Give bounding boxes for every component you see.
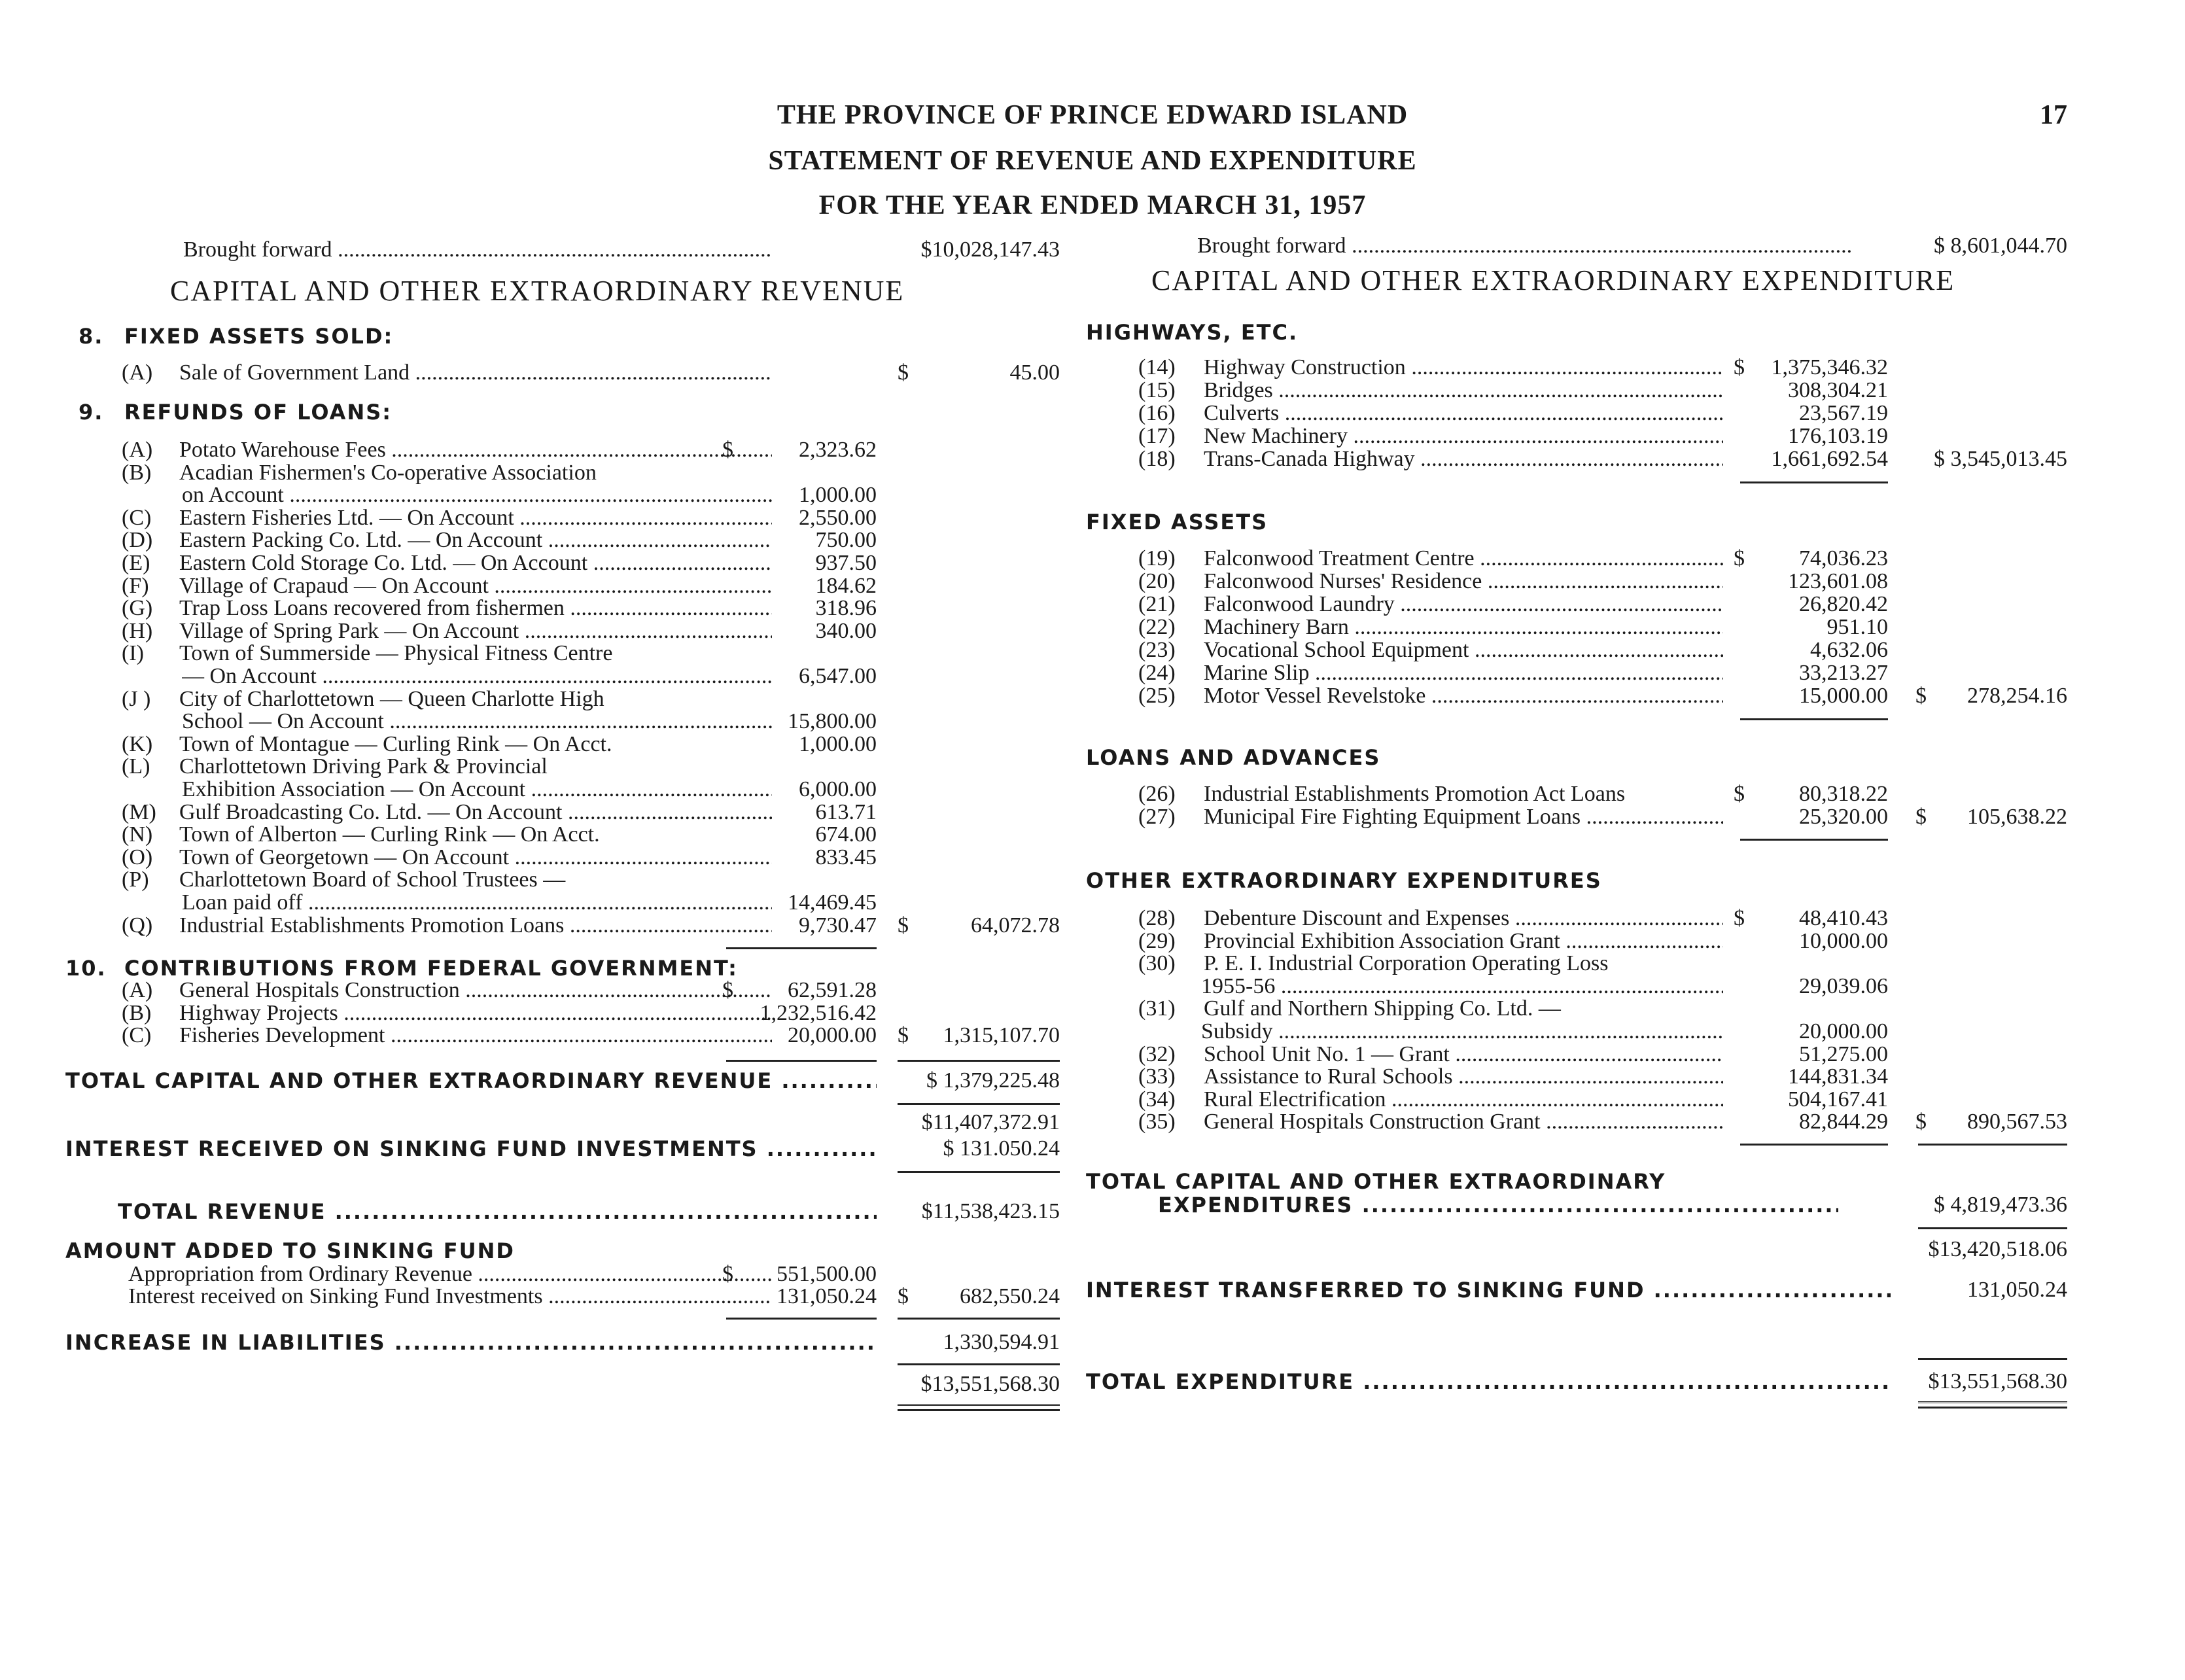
item-number: (24) [1138,661,1176,685]
other-total-rule [1918,1144,2067,1146]
item-label: Eastern Cold Storage Co. Ltd. — On Account ..... [179,551,772,575]
total-amount: 890,567.53 [1967,1110,2067,1134]
total-amount: 105,638.22 [1967,805,2067,829]
item-amount: 6,547.00 [799,664,877,688]
interest-sinking-label: Interest received on Sinking Fund Investments ..... [128,1285,772,1308]
item-amount: 10,000.00 [1799,928,1888,953]
item-number: (17) [1138,424,1176,448]
increase-liabilities-value-line [65,1331,1060,1354]
exp-subtotal-line [1086,1238,2067,1261]
list-item [1086,1088,2067,1111]
list-item [65,642,1060,665]
federal-total-rule [898,1060,1060,1062]
list-item [65,823,1060,847]
interest-transferred-label: INTEREST TRANSFERRED TO SINKING FUND ..... [1086,1278,1891,1302]
item-amount: 20,000.00 [788,1023,877,1048]
item-number: (21) [1138,592,1176,616]
item-label: Trans-Canada Highway ..... [1204,447,1723,471]
list-item [1086,1065,2067,1089]
item-label: Exhibition Association — On Account ..... [182,778,772,801]
refunds-heading [65,400,1060,424]
total-revenue-label: TOTAL REVENUE ..... [118,1200,877,1223]
total-expenditure-value-line [1086,1370,2067,1393]
item-number: (32) [1138,1041,1176,1066]
item-number: (31) [1138,996,1176,1021]
item-label: Loan paid off ..... [182,891,772,915]
item-amount: 750.00 [815,528,877,553]
item-label: Motor Vessel Revelstoke ..... [1204,684,1723,708]
interest-transferred-value-line [1086,1278,2067,1302]
brought-forward-value: $10,028,147.43 [920,237,1060,262]
interest-rule [898,1171,1060,1173]
list-item [1086,425,2067,448]
item-value: 45.00 [1009,360,1060,385]
item-number: (22) [1138,615,1176,639]
item-amount: 318.96 [815,596,877,621]
item-letter: (M) [122,799,156,824]
list-item [1086,616,2067,639]
item-number: (14) [1138,355,1176,379]
item-letter: (I) [122,641,144,666]
item-amount: 2,550.00 [799,505,877,530]
exp-subtotal-rule [1918,1227,2067,1229]
list-item [1086,661,2067,685]
section-number: 8. [79,324,104,349]
item-amount: 504,167.41 [1788,1087,1888,1111]
item-label: Fisheries Development ..... [179,1024,772,1047]
item-label: General Hospitals Construction ..... [179,979,772,1002]
list-item [65,891,1060,915]
list-item [65,755,1060,779]
item-letter: (O) [122,845,153,869]
item-letter: (E) [122,551,150,575]
fixed-assets-rule [1740,718,1888,720]
total-currency: $ [898,1023,909,1048]
total-capital-exp-value-line [1086,1193,2067,1217]
total-capital-exp-value: $ 4,819,473.36 [1934,1193,2067,1217]
list-item [65,914,1060,937]
list-item [1086,907,2067,930]
list-item [65,665,1060,688]
item-amount: 1,375,346.32 [1771,355,1888,379]
subtotal-rule [898,1103,1060,1105]
list-item [1086,782,2067,806]
item-number: (27) [1138,805,1176,829]
list-item [1086,930,2067,953]
heading-province: THE PROVINCE OF PRINCE EDWARD ISLAND [777,100,1408,130]
total-revenue-value: $11,538,423.15 [921,1199,1060,1223]
list-item [1086,356,2067,379]
item-letter: (C) [122,505,152,530]
item-letter: (A) [122,978,153,1002]
sinking-line-1 [65,1263,1060,1286]
item-label: Falconwood Treatment Centre ..... [1204,547,1723,570]
fixed-assets-heading: FIXED ASSETS [1086,510,1268,534]
list-item [65,846,1060,869]
fixed-assets-sold-heading [65,324,1060,348]
item-amount: 9,730.47 [799,913,877,937]
item-label: Marine Slip ..... [1204,661,1723,685]
list-item [1086,805,2067,829]
list-item [65,688,1060,711]
item-number: (33) [1138,1064,1176,1089]
sinking-line-2 [65,1285,1060,1308]
item-currency: $ [1734,782,1745,806]
list-item [1086,952,2067,975]
item-label: Municipal Fire Fighting Equipment Loans ..... [1204,805,1723,829]
item-letter: (J ) [122,686,151,711]
list-item [65,461,1060,485]
item-amount: 33,213.27 [1799,661,1888,685]
item-amount: 80,318.22 [1799,782,1888,806]
item-number: (29) [1138,928,1176,953]
list-item [1086,1020,2067,1043]
item-amount: 951.10 [1827,615,1888,639]
revenue-grand-total-line [65,1373,1060,1396]
list-item [1086,593,2067,616]
total-amount: 64,072.78 [971,913,1060,937]
exp-brought-forward-label: Brought forward ..... [1197,234,1851,258]
sinking-total-value: 682,550.24 [960,1284,1060,1308]
exp-subtotal-value: $13,420,518.06 [1928,1237,2067,1261]
section-heading: FIXED ASSETS SOLD: [124,324,394,349]
exp-interest-rule [1918,1358,2067,1360]
list-item [65,506,1060,530]
revenue-subtotal-line [65,1111,1060,1134]
total-expenditure-label: TOTAL EXPENDITURE ..... [1086,1370,1891,1393]
item-label: New Machinery ..... [1204,425,1723,448]
item-letter: (H) [122,618,153,643]
list-item [65,597,1060,620]
list-item [65,620,1060,643]
page-number: 17 [2040,100,2067,130]
item-label: P. E. I. Industrial Corporation Operating Loss [1204,952,1609,976]
item-number: (28) [1138,906,1176,930]
item-amount: 20,000.00 [1799,1019,1888,1043]
interest-received-value: $ 131.050.24 [943,1136,1060,1161]
item-label: Culverts ..... [1204,402,1723,425]
item-label: Eastern Packing Co. Ltd. — On Account ..... [179,529,772,552]
interest-received-value-line [65,1137,1060,1161]
other-rule [1740,1144,1888,1146]
brought-forward-line [65,238,1060,262]
list-item [65,778,1060,801]
item-amount: 26,820.42 [1799,592,1888,616]
refunds-rule [726,947,877,949]
item-amount: 82,844.29 [1799,1110,1888,1134]
item-label: Potato Warehouse Fees ..... [179,438,772,462]
dollar-sign: $ [898,360,909,385]
total-capital-revenue-value: $ 1,379,225.48 [926,1068,1060,1093]
item-amount: 833.45 [815,845,877,869]
item-label: Bridges ..... [1204,379,1723,402]
interest-sinking-value: 131,050.24 [777,1284,877,1308]
item-amount: 25,320.00 [1799,805,1888,829]
list-item [1086,997,2067,1021]
item-letter: (A) [122,360,153,385]
total-capital-revenue-label: TOTAL CAPITAL AND OTHER EXTRAORDINARY REVENUE ..... [65,1069,877,1093]
section-number: 9. [79,400,104,425]
exp-brought-forward-value: $ 8,601,044.70 [1934,234,2067,258]
item-label: Assistance to Rural Schools ..... [1204,1065,1723,1089]
total-currency: $ [1915,805,1927,829]
highways-rule [1740,481,1888,483]
list-item [1086,547,2067,570]
item-label: Charlottetown Board of School Trustees — [179,868,566,892]
item-label: Rural Electrification ..... [1204,1088,1723,1111]
item-label: Subsidy ..... [1201,1020,1723,1043]
item-amount: 15,000.00 [1799,684,1888,708]
item-label: Industrial Establishments Promotion Act Loans [1204,782,1626,806]
item-number: (15) [1138,378,1176,402]
item-amount: 1,000.00 [799,483,877,508]
item-amount: 48,410.43 [1799,906,1888,930]
item-label: 1955-56 ..... [1201,975,1723,998]
item-label: General Hospitals Construction Grant ..... [1204,1110,1723,1134]
section-heading: REFUNDS OF LOANS: [124,400,393,425]
list-item [1086,447,2067,471]
increase-liabilities-label: INCREASE IN LIABILITIES ..... [65,1331,877,1354]
item-label: Machinery Barn ..... [1204,616,1723,639]
item-label: School Unit No. 1 — Grant ..... [1204,1043,1723,1066]
brought-forward-label: Brought forward ..... [183,238,772,262]
item-amount: 1,000.00 [799,731,877,756]
item-currency: $ [722,438,733,462]
item-amount: 1,232,516.42 [760,1000,877,1025]
item-amount: 1,661,692.54 [1771,447,1888,471]
list-item [1086,975,2067,998]
item-amount: 6,000.00 [799,777,877,801]
fixed-assets-sold-item [65,361,1060,385]
item-number: (30) [1138,951,1176,976]
item-label: Town of Georgetown — On Account ..... [179,846,772,869]
list-item [65,529,1060,552]
total-capital-exp-label-2: EXPENDITURES ..... [1158,1193,1838,1217]
item-label: Village of Crapaud — On Account ..... [179,574,772,598]
list-item [1086,379,2067,402]
sinking-fund-heading: AMOUNT ADDED TO SINKING FUND [65,1238,515,1263]
item-letter: (L) [122,754,150,779]
item-amount: 340.00 [815,618,877,643]
item-label: Eastern Fisheries Ltd. — On Account ..... [179,506,772,530]
item-label: — On Account ..... [182,665,772,688]
item-letter: (Q) [122,913,153,937]
item-label: Trap Loss Loans recovered from fishermen ..... [179,597,772,620]
total-amount: 1,315,107.70 [943,1023,1060,1048]
revenue-column [65,0,1060,1680]
item-amount: 613.71 [815,799,877,824]
total-amount: $ 3,545,013.45 [1934,447,2067,471]
item-label: Town of Montague — Curling Rink — On Acct. [179,732,612,756]
item-letter: (F) [122,573,149,598]
item-number: (23) [1138,638,1176,662]
item-number: (16) [1138,401,1176,425]
loans-heading: LOANS AND ADVANCES [1086,745,1381,770]
item-label: Gulf Broadcasting Co. Ltd. — On Account ..... [179,801,772,824]
total-expenditure-double-rule [1918,1401,2067,1409]
revenue-subtotal-value: $11,407,372.91 [921,1110,1060,1134]
item-label: Highway Construction ..... [1204,356,1723,379]
item-label: on Account ..... [182,483,772,507]
total-capital-exp-label-1: TOTAL CAPITAL AND OTHER EXTRAORDINARY [1086,1169,1666,1194]
appropriation-currency: $ [722,1262,733,1286]
item-label: Sale of Government Land ..... [179,361,772,385]
item-amount: 308,304.21 [1788,378,1888,402]
revenue-grand-total: $13,551,568.30 [920,1372,1060,1396]
item-currency: $ [1734,906,1745,930]
exp-brought-forward-line [1086,234,2067,258]
item-label: Industrial Establishments Promotion Loans ..... [179,914,772,937]
item-amount: 2,323.62 [799,438,877,462]
list-item [1086,1110,2067,1134]
item-letter: (N) [122,822,153,847]
federal-heading [65,956,1060,980]
item-letter: (B) [122,460,152,485]
item-letter: (D) [122,528,153,553]
item-amount: 184.62 [815,573,877,598]
item-letter: (K) [122,731,153,756]
item-letter: (A) [122,438,153,462]
expenditure-column [1086,0,2067,1680]
item-amount: 14,469.45 [788,890,877,915]
item-amount: 62,591.28 [788,978,877,1002]
list-item [1086,570,2067,593]
item-label: School — On Account ..... [182,710,772,733]
item-letter: (C) [122,1023,152,1048]
item-label: Highway Projects ..... [179,1002,772,1025]
item-currency: $ [1734,546,1745,570]
item-label: Falconwood Laundry ..... [1204,593,1723,616]
item-currency: $ [1734,355,1745,379]
loans-rule [1740,839,1888,841]
grand-total-double-rule [898,1404,1060,1411]
section-heading: CONTRIBUTIONS FROM FEDERAL GOVERNMENT: [124,956,738,981]
sinking-total-rule [898,1318,1060,1320]
item-label: Falconwood Nurses' Residence ..... [1204,570,1723,593]
section-number: 10. [65,956,107,981]
item-amount: 674.00 [815,822,877,847]
heading-statement: STATEMENT OF REVENUE AND EXPENDITURE [768,146,1417,176]
item-amount: 23,567.19 [1799,401,1888,425]
item-amount: 51,275.00 [1799,1041,1888,1066]
total-amount: 278,254.16 [1967,684,2067,708]
item-label: Town of Summerside — Physical Fitness Centre [179,642,613,666]
total-currency: $ [898,913,909,937]
list-item [65,710,1060,733]
item-amount: 74,036.23 [1799,546,1888,570]
item-label: Gulf and Northern Shipping Co. Ltd. — [1204,997,1561,1021]
list-item [65,979,1060,1002]
appropriation-label: Appropriation from Ordinary Revenue ..... [128,1263,772,1286]
revenue-section-title: CAPITAL AND OTHER EXTRAORDINARY REVENUE [170,275,905,307]
item-amount: 123,601.08 [1788,569,1888,593]
list-item [65,574,1060,598]
item-number: (35) [1138,1110,1176,1134]
list-item [65,483,1060,507]
list-item [1086,684,2067,708]
increase-liabilities-value: 1,330,594.91 [943,1330,1060,1354]
item-currency: $ [722,978,733,1002]
item-amount: 176,103.19 [1788,424,1888,448]
item-number: (20) [1138,569,1176,593]
item-letter: (G) [122,596,153,621]
list-item [65,551,1060,575]
expenditure-section-title: CAPITAL AND OTHER EXTRAORDINARY EXPENDITURE [1151,264,1955,296]
list-item [65,1002,1060,1025]
list-item [65,868,1060,892]
item-letter: (P) [122,867,149,892]
item-number: (34) [1138,1087,1176,1111]
item-label: Town of Alberton — Curling Rink — On Acct. [179,823,600,847]
item-amount: 937.50 [815,551,877,575]
item-letter: (B) [122,1000,152,1025]
item-amount: 15,800.00 [788,709,877,734]
sinking-total-currency: $ [898,1284,909,1308]
list-item [65,1024,1060,1047]
list-item [1086,639,2067,662]
item-label: Vocational School Equipment ..... [1204,639,1723,662]
total-currency: $ [1915,1110,1927,1134]
interest-transferred-value: 131,050.24 [1967,1278,2067,1302]
total-currency: $ [1915,684,1927,708]
item-amount: 144,831.34 [1788,1064,1888,1089]
list-item [65,801,1060,824]
item-number: (18) [1138,447,1176,471]
grand-total-rule [898,1363,1060,1365]
item-number: (19) [1138,546,1176,570]
item-number: (25) [1138,684,1176,708]
interest-received-label: INTEREST RECEIVED ON SINKING FUND INVESTMENTS ..... [65,1137,877,1161]
list-item [65,733,1060,756]
heading-year: FOR THE YEAR ENDED MARCH 31, 1957 [818,190,1367,220]
other-expenditures-heading: OTHER EXTRAORDINARY EXPENDITURES [1086,868,1602,893]
item-number: (26) [1138,782,1176,806]
item-amount: 29,039.06 [1799,973,1888,998]
item-amount: 4,632.06 [1810,638,1888,662]
total-revenue-value-line [65,1200,1060,1223]
item-label: Debenture Discount and Expenses ..... [1204,907,1723,930]
item-label: Village of Spring Park — On Account ..... [179,620,772,643]
total-capital-revenue-value-line [65,1069,1060,1093]
total-expenditure-value: $13,551,568.30 [1928,1369,2067,1393]
sinking-rule [726,1318,877,1320]
list-item [1086,1043,2067,1066]
highways-heading: HIGHWAYS, ETC. [1086,320,1299,345]
list-item [65,438,1060,462]
list-item [1086,402,2067,425]
federal-rule [726,1060,877,1062]
item-label: City of Charlottetown — Queen Charlotte High [179,687,604,711]
item-label: Charlottetown Driving Park & Provincial [179,755,548,779]
item-label: Provincial Exhibition Association Grant ..... [1204,930,1723,953]
appropriation-value: 551,500.00 [777,1262,877,1286]
item-label: Acadian Fishermen's Co-operative Association [179,461,597,485]
